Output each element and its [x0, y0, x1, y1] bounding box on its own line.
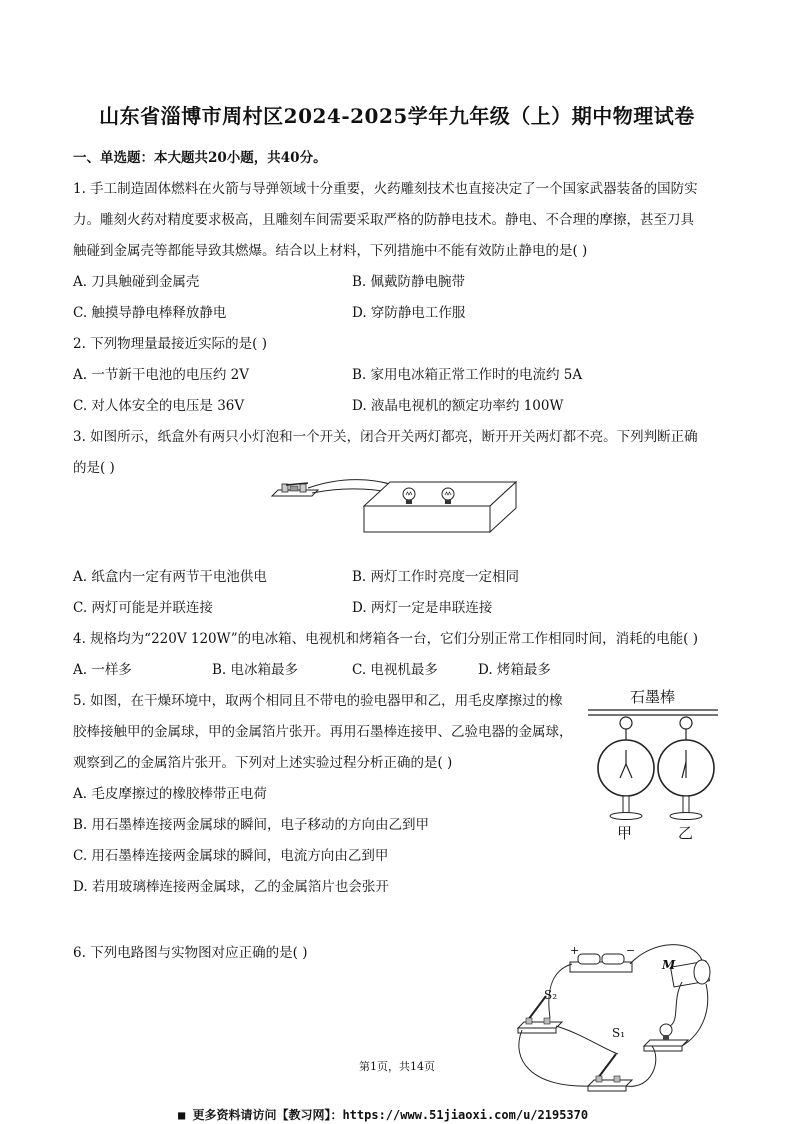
- promo-link[interactable]: ■ 更多资料请访问【教习网】：https://www.51jiaoxi.com/u/2195370: [178, 1108, 589, 1122]
- q1-option-c: C. 触摸导静电棒释放静电: [73, 305, 227, 321]
- q5-option-b: B. 用石墨棒连接两金属球的瞬间，电子移动的方向由乙到甲: [73, 817, 430, 833]
- electroscope-figure: [588, 706, 720, 824]
- q4-option-b: B. 电冰箱最多: [212, 662, 299, 678]
- page-title: 山东省淄博市周村区2024-2025学年九年级（上）期中物理试卷: [99, 104, 695, 128]
- q2-option-d: D. 液晶电视机的额定功率约 100W: [352, 398, 564, 414]
- graphite-rod-label: 石墨棒: [630, 688, 676, 706]
- q2-option-a: A. 一节新干电池的电压约 2V: [73, 367, 249, 383]
- motor-icon: [671, 960, 710, 987]
- lamp-on-base: [644, 1024, 688, 1051]
- q1-line-1: 1. 手工制造固体燃料在火箭与导弹领域十分重要，火药雕刻技术也直接决定了一个国家武器装备的国防实: [73, 181, 698, 197]
- electroscope-jia: [598, 717, 654, 820]
- page-footer: 第1页，共14页: [359, 1060, 435, 1073]
- q5-option-a: A. 毛皮摩擦过的橡胶棒带正电荷: [73, 786, 267, 802]
- q3-line-1: 3. 如图所示，纸盒外有两只小灯泡和一个开关，闭合开关两灯都亮，断开开关两灯都不亮。下列判断正确: [73, 429, 698, 445]
- q1-option-a: A. 刀具触碰到金属壳: [73, 274, 200, 290]
- q4-option-a: A. 一样多: [73, 662, 132, 678]
- section-heading: 一、单选题：本大题共20小题，共40分。: [73, 150, 327, 166]
- q6-physical-circuit-figure: [512, 930, 722, 1102]
- motor-label: M: [662, 958, 676, 972]
- q1-line-3: 触碰到金属壳等都能导致其燃爆。结合以上材料，下列措施中不能有效防止静电的是( ): [73, 243, 588, 259]
- q6-stem: 6. 下列电路图与实物图对应正确的是( ): [73, 945, 308, 961]
- electroscope-yi-label: 乙: [678, 824, 694, 842]
- electroscope-jia-label: 甲: [617, 824, 633, 842]
- switch-s2-label: S₂: [544, 988, 558, 1002]
- battery-minus-label: −: [626, 944, 636, 957]
- q5-option-d: D. 若用玻璃棒连接两金属球，乙的金属箔片也会张开: [73, 879, 389, 895]
- q2-option-b: B. 家用电冰箱正常工作时的电流约 5A: [352, 367, 583, 383]
- q3-option-b: B. 两灯工作时亮度一定相同: [352, 569, 520, 585]
- q3-option-a: A. 纸盒内一定有两节干电池供电: [73, 569, 267, 585]
- q3-paper-box-figure: [268, 474, 518, 536]
- q5-line-3: 观察到乙的金属箔片张开。下列对上述实验过程分析正确的是( ): [73, 755, 453, 771]
- q1-option-b: B. 佩戴防静电腕带: [352, 274, 466, 290]
- q5-option-c: C. 用石墨棒连接两金属球的瞬间，电流方向由乙到甲: [73, 848, 389, 864]
- q2-stem: 2. 下列物理量最接近实际的是( ): [73, 336, 267, 352]
- q4-option-d: D. 烤箱最多: [478, 662, 551, 678]
- q3-option-d: D. 两灯一定是串联连接: [352, 600, 493, 616]
- electroscope-yi: [658, 717, 714, 820]
- switch-on-board: [272, 483, 318, 496]
- paper-box: [364, 482, 516, 532]
- q3-option-c: C. 两灯可能是并联连接: [73, 600, 213, 616]
- q5-line-2: 胶棒接触甲的金属球，甲的金属箔片张开。再用石墨棒连接甲、乙验电器的金属球，: [73, 724, 573, 740]
- q4-option-c: C. 电视机最多: [352, 662, 438, 678]
- q4-stem: 4. 规格均为“220V 120W”的电冰箱、电视机和烤箱各一台，它们分别正常工作相同时间，消耗的电能( ): [73, 631, 699, 647]
- battery-plus-label: +: [570, 944, 580, 957]
- q3-line-2: 的是( ): [73, 460, 115, 476]
- battery-holder: [570, 954, 632, 972]
- switch-s1-label: S₁: [612, 1026, 626, 1040]
- q5-line-1: 5. 如图，在干燥环境中，取两个相同且不带电的验电器甲和乙，用毛皮摩擦过的橡: [73, 693, 563, 709]
- q2-option-c: C. 对人体安全的电压是 36V: [73, 398, 245, 414]
- q1-line-2: 力。雕刻火药对精度要求极高，且雕刻车间需要采取严格的防静电技术。静电、不合理的摩擦，甚至刀具: [73, 212, 694, 228]
- q1-option-d: D. 穿防静电工作服: [352, 305, 466, 321]
